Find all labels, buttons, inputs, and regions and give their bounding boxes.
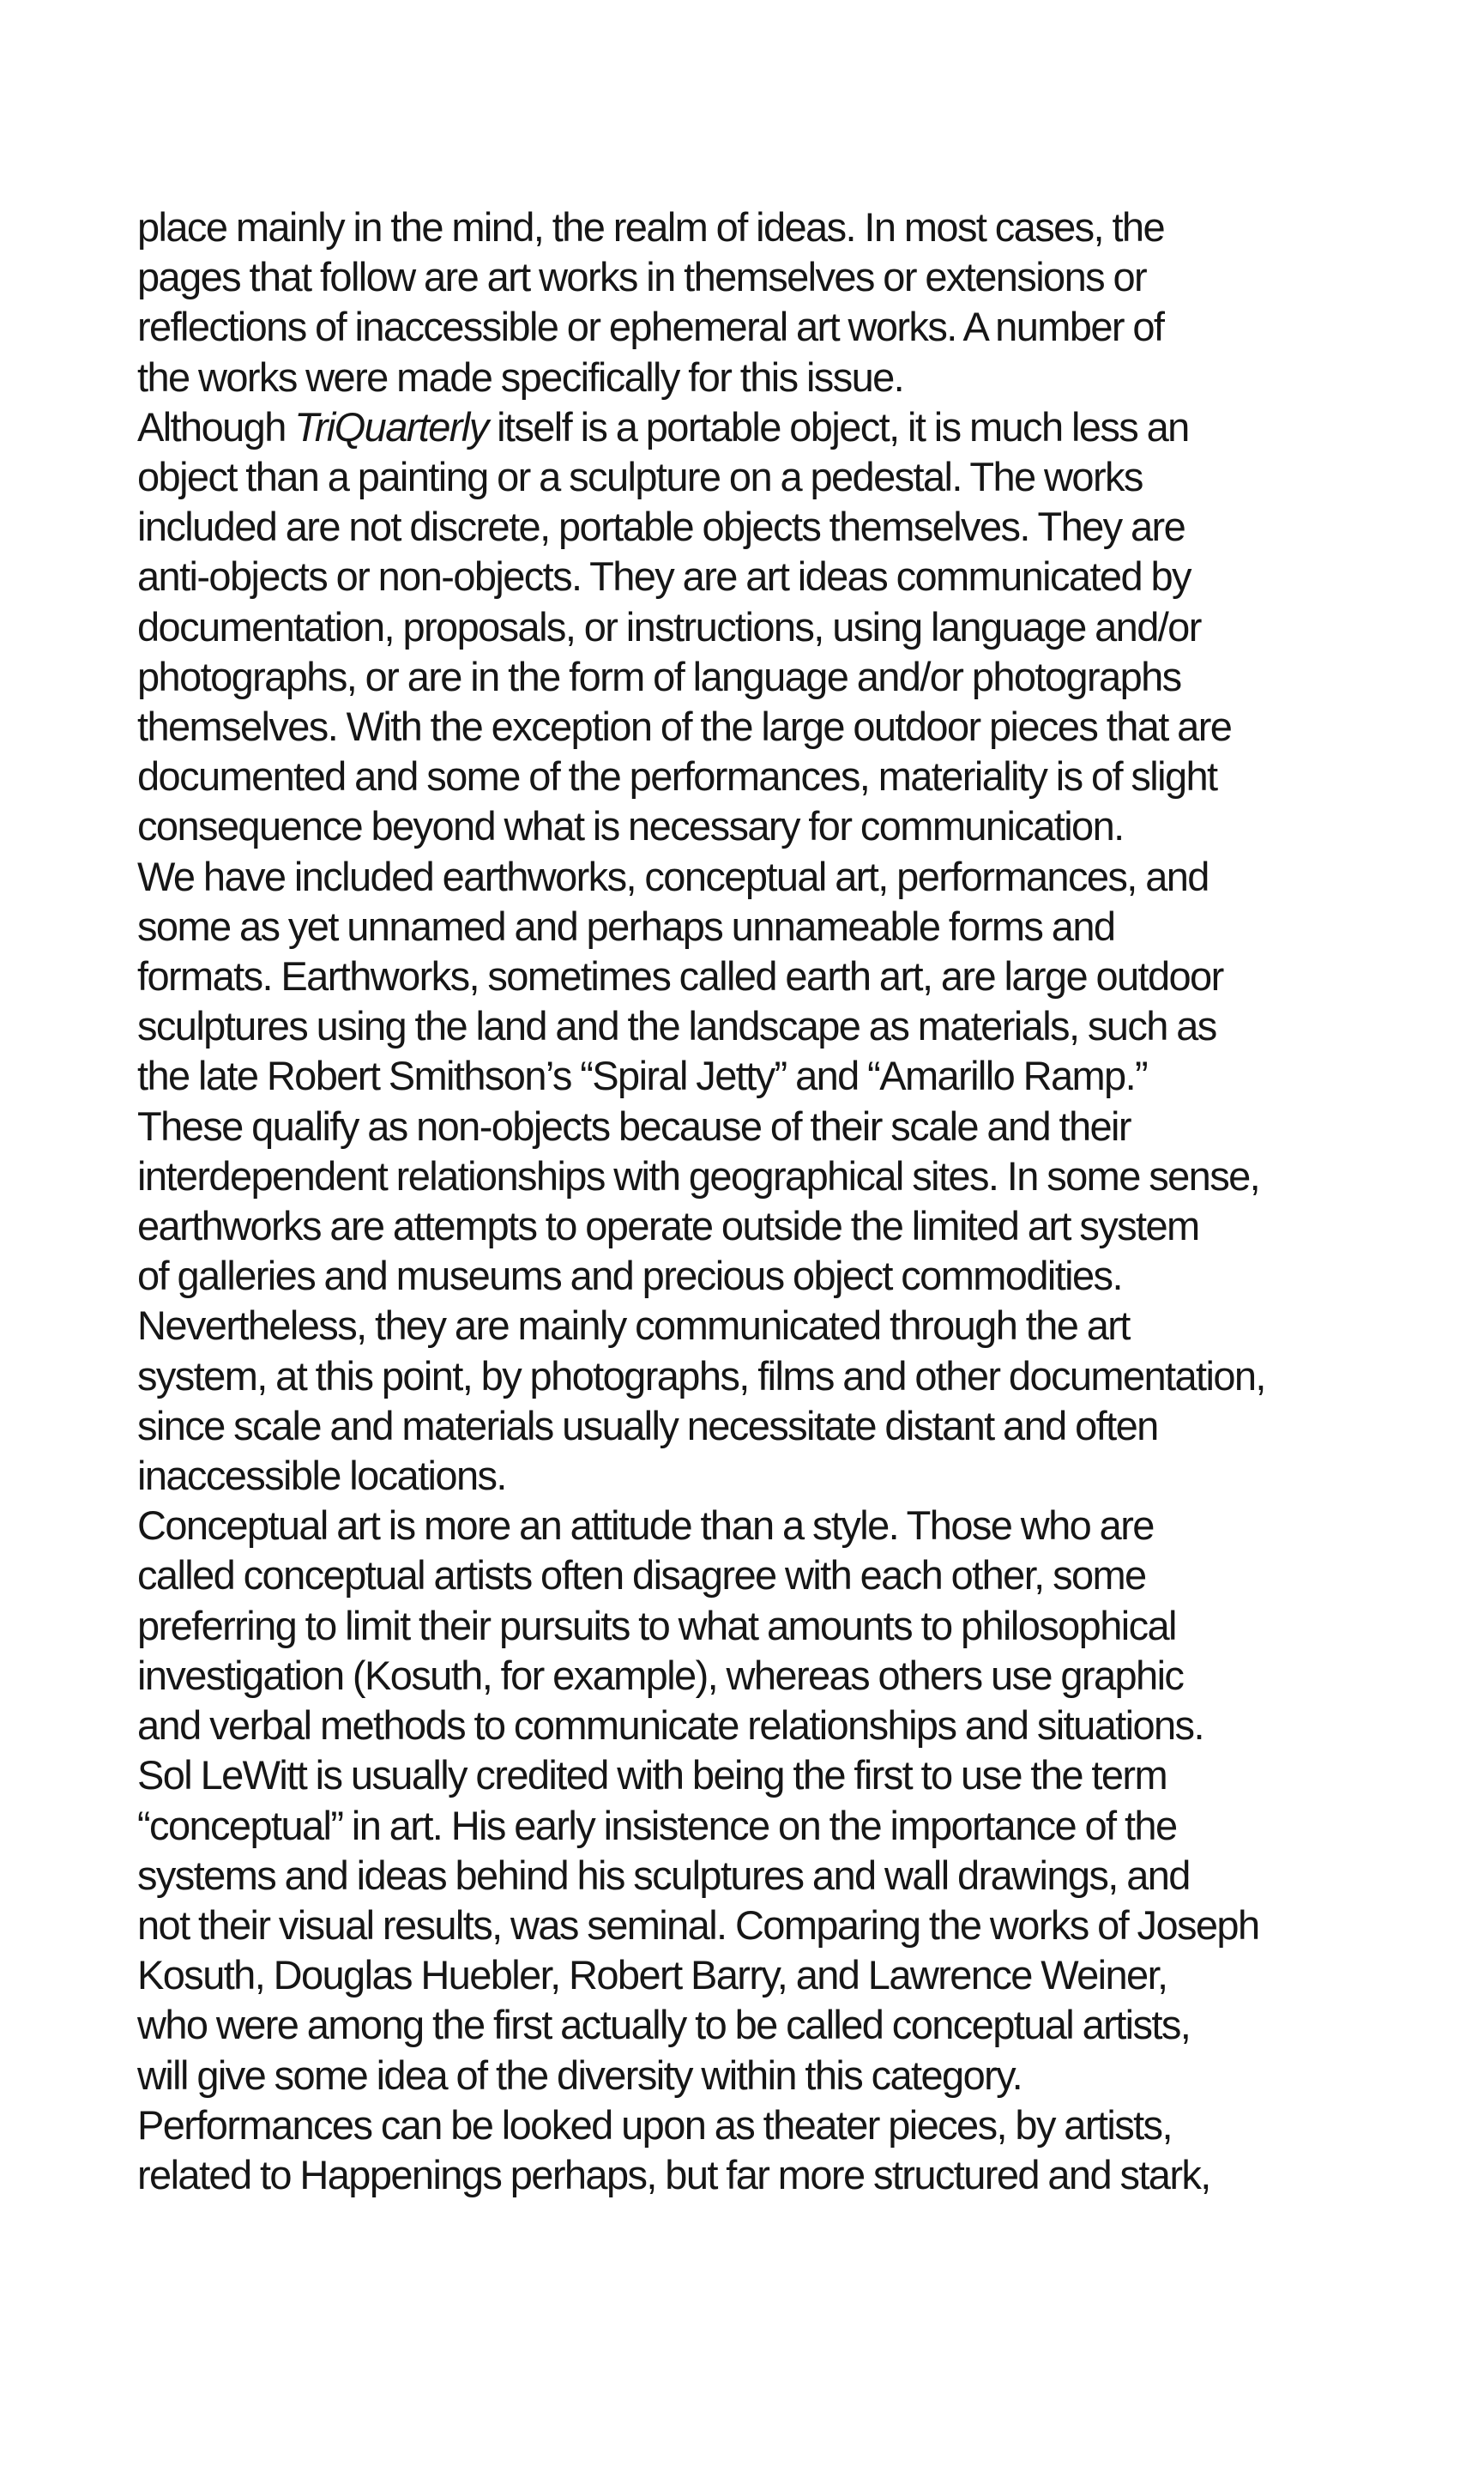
text-line: Kosuth, Douglas Huebler, Robert Barry, and Lawrence Weiner, — [137, 1952, 1167, 1998]
journal-title-italic: TriQuarterly — [294, 403, 488, 450]
text-segment: itself is a portable object, it is much less an — [487, 403, 1189, 450]
text-line: and verbal methods to communicate relationships and situations. — [137, 1702, 1203, 1749]
text-line: the late Robert Smithson’s “Spiral Jetty” and “Amarillo Ramp.” — [137, 1053, 1148, 1099]
text-line: preferring to limit their pursuits to what amounts to philosophical — [137, 1602, 1176, 1648]
text-line: consequence beyond what is necessary for communication. — [137, 803, 1124, 849]
text-line: Nevertheless, they are mainly communicated through the art — [137, 1303, 1130, 1349]
text-line: system, at this point, by photographs, films and other documentation, — [137, 1352, 1265, 1399]
text-line: Performances can be looked upon as theater pieces, by artists, — [137, 2101, 1172, 2148]
text-line: documentation, proposals, or instructions, using language and/or — [137, 603, 1201, 650]
text-line: Sol LeWitt is usually credited with being the first to use the term — [137, 1752, 1167, 1798]
text-line: “conceptual” in art. His early insistence on the importance of the — [137, 1802, 1177, 1848]
text-line: of galleries and museums and precious object commodities. — [137, 1253, 1122, 1299]
text-line: who were among the first actually to be called conceptual artists, — [137, 2002, 1191, 2048]
text-line: interdependent relationships with geographical sites. In some sense, — [137, 1152, 1260, 1199]
text-line: reflections of inaccessible or ephemeral art works. A number of — [137, 304, 1164, 350]
text-line: earthworks are attempts to operate outside the limited art system — [137, 1203, 1199, 1249]
text-line: documented and some of the performances, materiality is of slight — [137, 753, 1217, 800]
text-line: We have included earthworks, conceptual art, performances, and — [137, 853, 1209, 899]
text-line: anti-objects or non-objects. They are art ideas communicated by — [137, 553, 1191, 600]
text-line: formats. Earthworks, sometimes called earth art, are large outdoor — [137, 953, 1223, 1000]
text-line: called conceptual artists often disagree with each other, some — [137, 1552, 1146, 1599]
text-line: place mainly in the mind, the realm of ideas. In most cases, the — [137, 204, 1165, 250]
text-line: photographs, or are in the form of language and/or photographs — [137, 653, 1181, 699]
text-line: sculptures using the land and the landscape as materials, such as — [137, 1003, 1216, 1049]
text-line: the works were made specifically for this issue. — [137, 354, 904, 400]
text-line: not their visual results, was seminal. Comparing the works of Joseph — [137, 1901, 1259, 1948]
text-line — [137, 402, 1381, 452]
text-line: included are not discrete, portable objects themselves. They are — [137, 504, 1185, 550]
body-text — [137, 202, 1381, 2200]
text-line: object than a painting or a sculpture on a pedestal. The works — [137, 454, 1143, 500]
text-line: These qualify as non-objects because of their scale and their — [137, 1103, 1131, 1149]
text-line: systems and ideas behind his sculptures and wall drawings, and — [137, 1852, 1190, 1898]
text-line: will give some idea of the diversity within this category. — [137, 2052, 1023, 2098]
text-line: investigation (Kosuth, for example), whereas others use graphic — [137, 1652, 1184, 1698]
text-line: since scale and materials usually necessitate distant and often — [137, 1402, 1158, 1448]
text-line: inaccessible locations. — [137, 1453, 506, 1499]
text-line: Conceptual art is more an attitude than a style. Those who are — [137, 1502, 1154, 1549]
text-line: some as yet unnamed and perhaps unnameable forms and — [137, 903, 1115, 949]
text-line: pages that follow are art works in themselves or extensions or — [137, 254, 1147, 300]
text-segment: Although — [137, 403, 295, 450]
text-line: themselves. With the exception of the large outdoor pieces that are — [137, 704, 1232, 750]
text-line: related to Happenings perhaps, but far more structured and stark, — [137, 2151, 1210, 2197]
